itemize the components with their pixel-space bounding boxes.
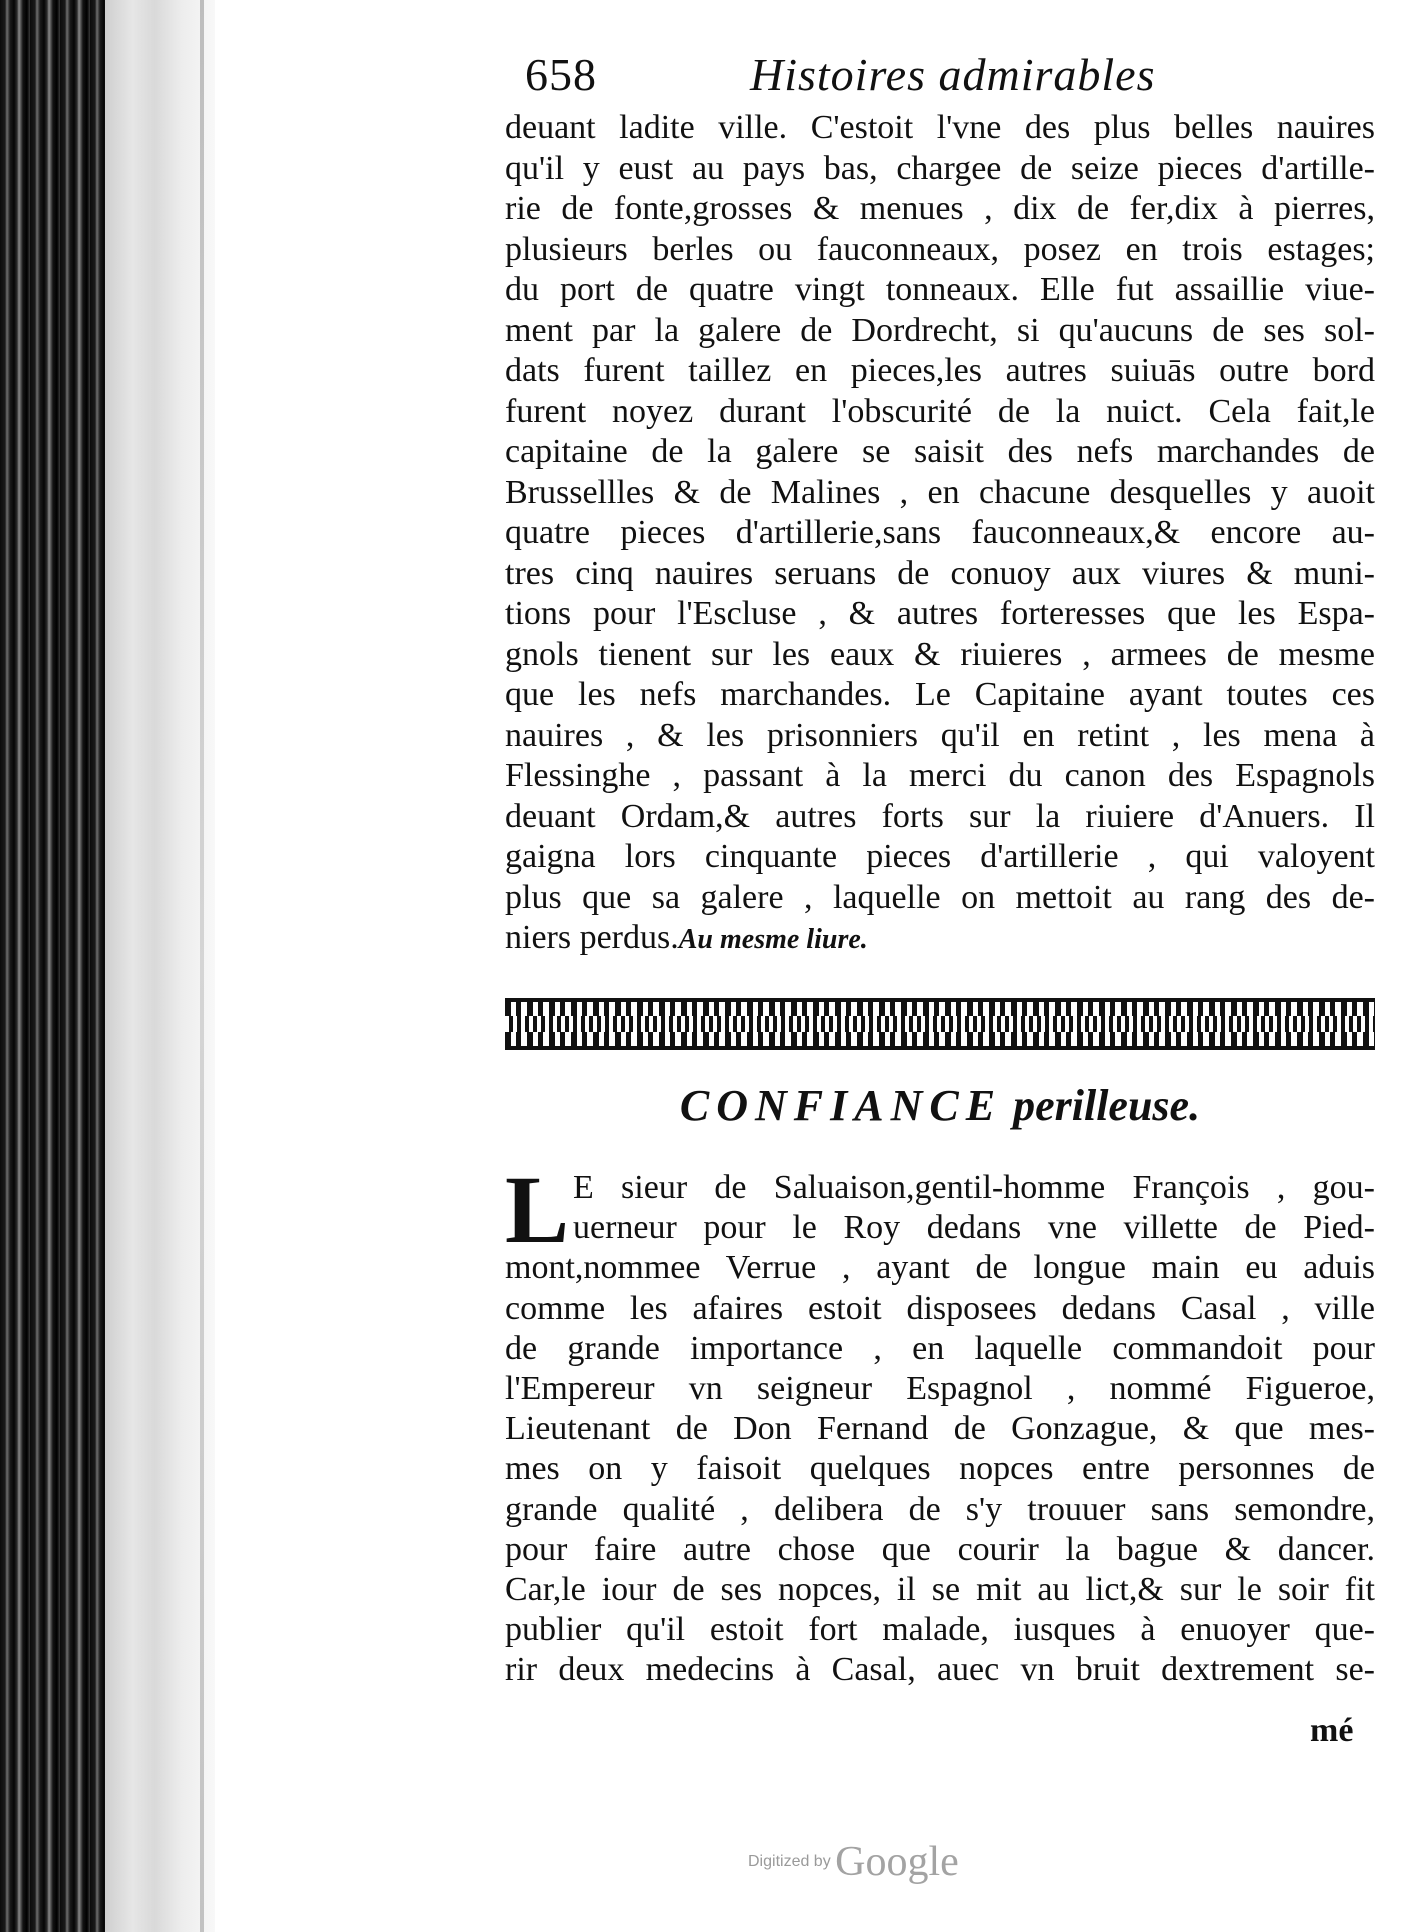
digitized-watermark [748,1838,959,1886]
text-line: deuant Ordam,& autres forts sur la riuiere d'Anuers. Il [505,797,1375,835]
text-line: ment par la galere de Dordrecht, si qu'aucuns de ses sol- [505,311,1375,349]
source-attribution: Au mesme liure. [678,924,868,955]
text-line: comme les afaires estoit disposees dedans Casal , ville [505,1289,1375,1327]
drop-cap: L [505,1156,570,1263]
book-page-edge [0,0,105,1932]
text-line: rie de fonte,grosses & menues , dix de fer,dix à pierres, [505,190,1375,227]
section-heading [505,1080,1375,1131]
text-line: gaigna lors cinquante pieces d'artillerie , qui valoyent [505,838,1375,875]
catchword: mé [1310,1712,1354,1749]
text-line: Flessinghe , passant à la merci du canon des Espagnols [505,757,1375,794]
text-line: qu'il y eust au pays bas, chargee de seize pieces d'artille- [505,149,1375,187]
text-line: de grande importance , en laquelle commandoit pour [505,1329,1375,1367]
text-line: nauires , & les prisonniers qu'il en retint , les mena à [505,716,1375,754]
running-title: Histoires admirables [750,49,1156,100]
google-logo: Google [835,1839,959,1885]
book-gutter-shadow [105,0,215,1932]
text-line: grande qualité , delibera de s'y trouuer sans semondre, [505,1490,1375,1528]
text-line: du port de quatre vingt tonneaux. Elle fut assaillie viue- [505,271,1375,308]
digitized-by-label: Digitized by [748,1853,831,1870]
text-line: l'Empereur vn seigneur Espagnol , nommé Figueroe, [505,1370,1375,1408]
heading-lower: perilleuse. [1013,1081,1201,1130]
text-line: dats furent taillez en pieces,les autres suiuās outre bord [505,352,1375,389]
page-number: 658 [525,49,597,100]
text-line: que les nefs marchandes. Le Capitaine ayant toutes ces [505,676,1375,713]
first-section-text [505,108,1375,961]
text-line: mes on y faisoit quelques nopces entre personnes de [505,1450,1375,1488]
text-line: quatre pieces d'artillerie,sans fauconneaux,& encore au- [505,514,1375,551]
text-line: plusieurs berles ou fauconneaux, posez en trois estages; [505,230,1375,268]
text-line: Brussellles & de Malines , en chacune desquelles y auoit [505,473,1375,511]
text-line: capitaine de la galere se saisit des nefs marchandes de [505,433,1375,470]
ornamental-divider [505,998,1375,1050]
text-line: Lieutenant de Don Fernand de Gonzague, & que mes- [505,1410,1375,1448]
last-line-text: niers perdus. [505,919,679,956]
text-line: publier qu'il estoit fort malade, iusques à enuoyer que- [505,1611,1375,1649]
text-line: tres cinq nauires seruans de conuoy aux viures & muni- [505,554,1375,592]
text-line-last [505,918,1375,961]
text-line: mont,nommee Verrue , ayant de longue main eu aduis [505,1249,1375,1287]
text-line: pour faire autre chose que courir la bague & dancer. [505,1530,1375,1568]
text-line: Car,le iour de ses nopces, il se mit au lict,& sur le soir fit [505,1571,1375,1609]
text-line: gnols tienent sur les eaux & riuieres , armees de mesme [505,635,1375,673]
text-line: uerneur pour le Roy dedans vne villette de Pied- [573,1209,1375,1247]
text-line: plus que sa galere , laquelle on mettoit au rang des de- [505,878,1375,916]
text-line: tions pour l'Escluse , & autres forteresses que les Espa- [505,595,1375,632]
text-line: furent noyez durant l'obscurité de la nuict. Cela fait,le [505,392,1375,430]
heading-caps: CONFIANCE [679,1081,1003,1130]
text-line: deuant ladite ville. C'estoit l'vne des plus belles nauires [505,109,1375,146]
page-header [525,48,1395,108]
text-line: E sieur de Saluaison,gentil-homme François , gou- [573,1169,1375,1206]
ornament-pattern [505,1016,1375,1032]
text-line: rir deux medecins à Casal, auec vn bruit dextrement se- [505,1651,1375,1689]
second-section-text [505,1156,1375,1691]
